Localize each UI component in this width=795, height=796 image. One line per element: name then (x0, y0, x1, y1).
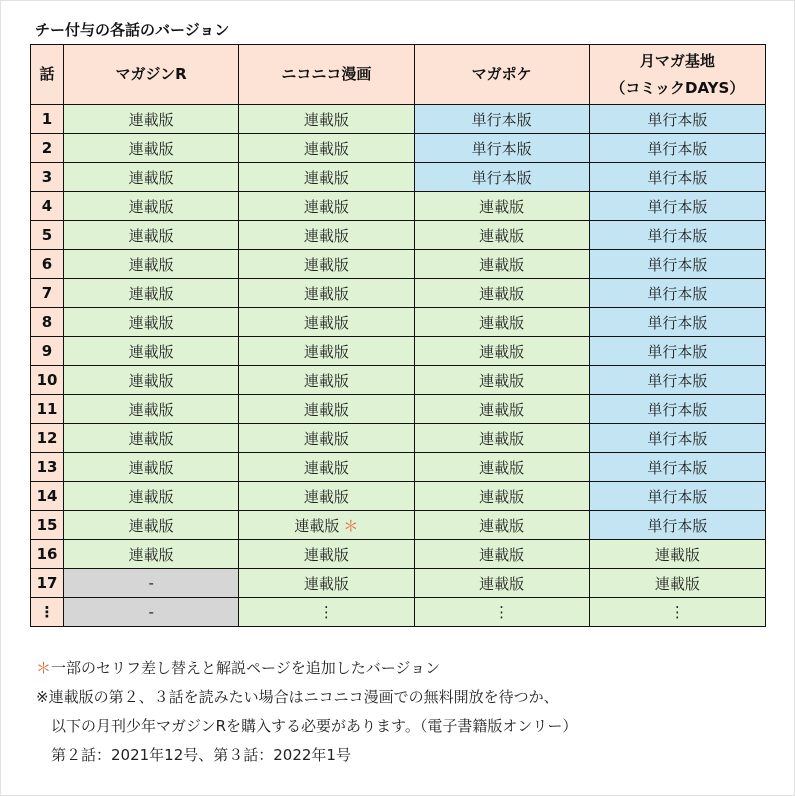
magapoke-cell: 連載版 (414, 511, 589, 540)
note-line4: 第２話：2021年12号、第３話：2022年1号 (51, 746, 351, 764)
episode-cell: 12 (31, 424, 64, 453)
tsukimaga-kichi-cell: 単行本版 (589, 221, 765, 250)
episode-cell: 10 (31, 366, 64, 395)
tsukimaga-kichi-cell: 連載版 (589, 569, 765, 598)
table-row (31, 482, 766, 511)
table-row (31, 163, 766, 192)
magazine-r-cell: - (64, 569, 239, 598)
magazine-r-cell: 連載版 (64, 482, 239, 511)
niconico-cell: 連載版 (239, 279, 414, 308)
episode-cell: 2 (31, 134, 64, 163)
magapoke-cell: 単行本版 (414, 134, 589, 163)
tsukimaga-kichi-cell: 単行本版 (589, 105, 765, 134)
episode-cell: 4 (31, 192, 64, 221)
magazine-r-cell: 連載版 (64, 221, 239, 250)
version-table (30, 44, 766, 627)
magapoke-cell: 連載版 (414, 540, 589, 569)
notes (36, 654, 577, 770)
episode-cell: 14 (31, 482, 64, 511)
header-col4-line1: 月マガ基地 (639, 51, 715, 70)
magazine-r-cell: 連載版 (64, 395, 239, 424)
tsukimaga-kichi-cell: 単行本版 (589, 163, 765, 192)
tsukimaga-kichi-cell: 単行本版 (589, 511, 765, 540)
niconico-cell: 連載版 ＊ (239, 511, 414, 540)
magazine-r-cell: 連載版 (64, 540, 239, 569)
episode-cell: 15 (31, 511, 64, 540)
tsukimaga-kichi-cell: 単行本版 (589, 279, 765, 308)
tsukimaga-kichi-cell: 単行本版 (589, 395, 765, 424)
magapoke-cell: 連載版 (414, 453, 589, 482)
episode-cell: 8 (31, 308, 64, 337)
niconico-cell: 連載版 (239, 540, 414, 569)
tsukimaga-kichi-cell: ⋮ (589, 598, 765, 627)
table-row (31, 540, 766, 569)
tsukimaga-kichi-cell: 単行本版 (589, 192, 765, 221)
note-asterisk: ＊一部のセリフ差し替えと解説ページを追加したバージョン (36, 659, 441, 677)
niconico-cell: 連載版 (239, 569, 414, 598)
magazine-r-cell: 連載版 (64, 250, 239, 279)
table-row (31, 337, 766, 366)
episode-cell: 17 (31, 569, 64, 598)
niconico-cell: 連載版 (239, 221, 414, 250)
table-row (31, 453, 766, 482)
magapoke-cell: 連載版 (414, 279, 589, 308)
table-row (31, 105, 766, 134)
episode-cell: 9 (31, 337, 64, 366)
tsukimaga-kichi-cell: 単行本版 (589, 424, 765, 453)
header-col4-line2: （コミックDAYS） (610, 78, 745, 97)
magapoke-cell: 連載版 (414, 366, 589, 395)
table-row (31, 366, 766, 395)
header-tsukimaga-kichi (589, 45, 765, 105)
magapoke-cell: 連載版 (414, 250, 589, 279)
table-row (31, 511, 766, 540)
tsukimaga-kichi-cell: 単行本版 (589, 366, 765, 395)
magazine-r-cell: 連載版 (64, 511, 239, 540)
magazine-r-cell: 連載版 (64, 279, 239, 308)
header-niconico: ニコニコ漫画 (239, 45, 414, 105)
table-row (31, 598, 766, 627)
table-row (31, 221, 766, 250)
episode-cell: 13 (31, 453, 64, 482)
header-episode: 話 (31, 45, 64, 105)
niconico-cell: 連載版 (239, 134, 414, 163)
page-title: チー付与の各話のバージョン (35, 21, 230, 39)
magapoke-cell: 連載版 (414, 337, 589, 366)
magazine-r-cell: 連載版 (64, 134, 239, 163)
tsukimaga-kichi-cell: 単行本版 (589, 308, 765, 337)
table-row (31, 424, 766, 453)
table-row (31, 308, 766, 337)
niconico-cell: 連載版 (239, 192, 414, 221)
episode-cell: 11 (31, 395, 64, 424)
niconico-cell: 連載版 (239, 453, 414, 482)
header-row (31, 45, 766, 105)
niconico-cell: 連載版 (239, 250, 414, 279)
magapoke-cell: 連載版 (414, 569, 589, 598)
episode-cell: ⋮ (31, 598, 64, 627)
magapoke-cell: ⋮ (414, 598, 589, 627)
episode-cell: 3 (31, 163, 64, 192)
tsukimaga-kichi-cell: 単行本版 (589, 337, 765, 366)
episode-cell: 7 (31, 279, 64, 308)
magazine-r-cell: 連載版 (64, 337, 239, 366)
magazine-r-cell: 連載版 (64, 192, 239, 221)
table-row (31, 395, 766, 424)
note-line3: 以下の月刊少年マガジンRを購入する必要があります。（電子書籍版オンリー） (51, 717, 578, 735)
niconico-cell: 連載版 (239, 105, 414, 134)
table-row (31, 279, 766, 308)
niconico-cell: 連載版 (239, 163, 414, 192)
table-row (31, 569, 766, 598)
magapoke-cell: 連載版 (414, 424, 589, 453)
magazine-r-cell: 連載版 (64, 308, 239, 337)
episode-cell: 5 (31, 221, 64, 250)
niconico-cell: 連載版 (239, 482, 414, 511)
magazine-r-cell: 連載版 (64, 163, 239, 192)
magapoke-cell: 連載版 (414, 192, 589, 221)
niconico-cell: 連載版 (239, 366, 414, 395)
episode-cell: 1 (31, 105, 64, 134)
magazine-r-cell: 連載版 (64, 424, 239, 453)
table-row (31, 134, 766, 163)
magazine-r-cell: 連載版 (64, 366, 239, 395)
tsukimaga-kichi-cell: 単行本版 (589, 134, 765, 163)
tsukimaga-kichi-cell: 単行本版 (589, 453, 765, 482)
magazine-r-cell: 連載版 (64, 453, 239, 482)
niconico-cell: 連載版 (239, 395, 414, 424)
magapoke-cell: 連載版 (414, 395, 589, 424)
niconico-cell: 連載版 (239, 337, 414, 366)
tsukimaga-kichi-cell: 単行本版 (589, 250, 765, 279)
asterisk-icon: ＊ (36, 659, 52, 677)
tsukimaga-kichi-cell: 単行本版 (589, 482, 765, 511)
note-line2: ※連載版の第２、３話を読みたい場合はニコニコ漫画での無料開放を待つか、 (36, 688, 559, 706)
magazine-r-cell: 連載版 (64, 105, 239, 134)
episode-cell: 16 (31, 540, 64, 569)
magapoke-cell: 単行本版 (414, 105, 589, 134)
magapoke-cell: 単行本版 (414, 163, 589, 192)
asterisk-icon: ＊ (343, 516, 359, 535)
magapoke-cell: 連載版 (414, 308, 589, 337)
magazine-r-cell: - (64, 598, 239, 627)
episode-cell: 6 (31, 250, 64, 279)
magapoke-cell: 連載版 (414, 221, 589, 250)
table-row (31, 250, 766, 279)
tsukimaga-kichi-cell: 連載版 (589, 540, 765, 569)
magapoke-cell: 連載版 (414, 482, 589, 511)
table-row (31, 192, 766, 221)
niconico-cell: 連載版 (239, 308, 414, 337)
niconico-cell: 連載版 (239, 424, 414, 453)
header-magapoke: マガポケ (414, 45, 589, 105)
header-magazine-r: マガジンR (64, 45, 239, 105)
niconico-cell: ⋮ (239, 598, 414, 627)
